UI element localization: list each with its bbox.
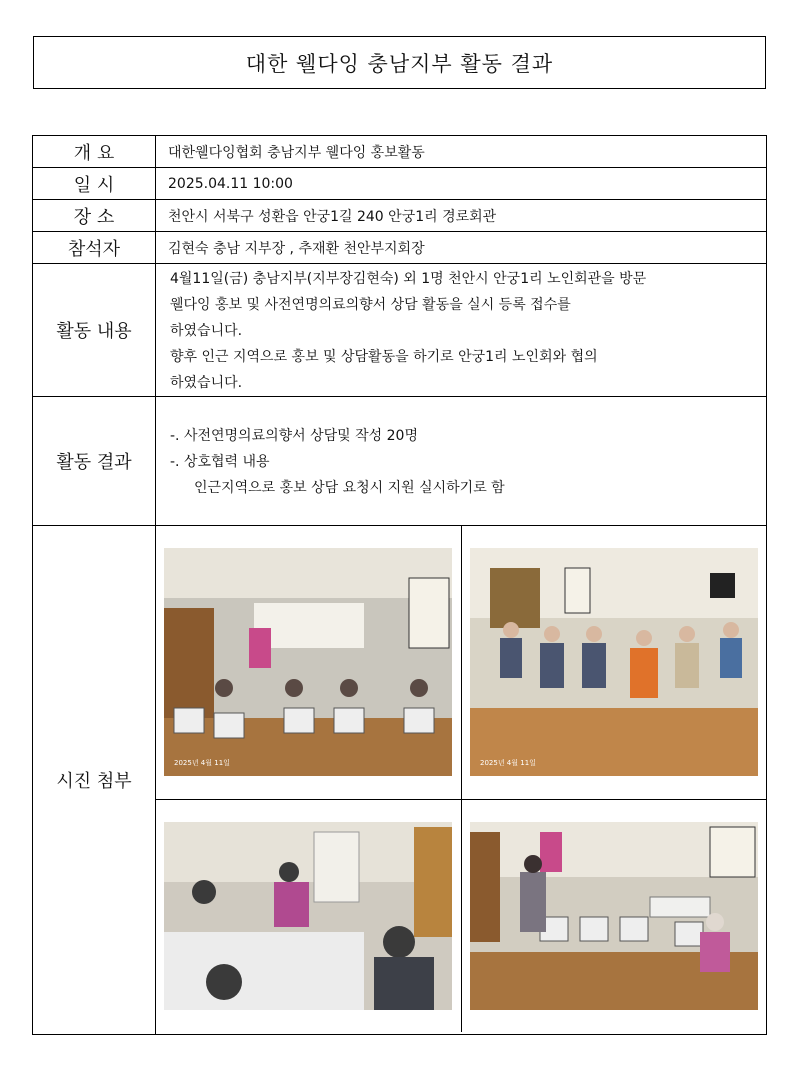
result-line: -. 사전연명의료의향서 상담및 작성 20명 [170, 428, 418, 444]
attendees-value: 김현숙 충남 지부장 , 추재환 천안부지회장 [156, 232, 767, 264]
content-line: 향후 인근 지역으로 홍보 및 상담활동을 하기로 안궁1리 노인회와 협의 [170, 349, 598, 365]
photo-cell [156, 799, 461, 1032]
activity-photo-4 [470, 822, 758, 1010]
activity-photo-3 [164, 822, 452, 1010]
content-label: 활동 내용 [33, 264, 156, 397]
row-attendees [33, 232, 767, 264]
content-line: 웰다잉 홍보 및 사전연명의료의향서 상담 활동을 실시 등록 접수를 [170, 297, 571, 313]
row-photos [33, 526, 767, 1035]
place-value: 천안시 서북구 성환읍 안궁1길 240 안궁1리 경로회관 [156, 200, 767, 232]
result-line: -. 상호협력 내용 [170, 454, 270, 470]
result-line: 인근지역으로 홍보 상담 요청시 지원 실시하기로 함 [194, 480, 505, 496]
activity-photo-2 [470, 548, 758, 776]
result-label: 활동 결과 [33, 397, 156, 526]
report-table [32, 135, 767, 1035]
photo-date-stamp: 2025년 4월 11일 [480, 759, 536, 767]
overview-label: 개 요 [33, 136, 156, 168]
content-line: 하였습니다. [170, 323, 243, 339]
content-line: 하였습니다. [170, 375, 243, 391]
overview-value: 대한웰다잉협회 충남지부 웰다잉 홍보활동 [156, 136, 767, 168]
row-result [33, 397, 767, 526]
datetime-value: 2025.04.11 10:00 [156, 168, 767, 200]
row-datetime [33, 168, 767, 200]
photo-grid [156, 526, 768, 1034]
photo-cell [156, 526, 461, 799]
datetime-label: 일 시 [33, 168, 156, 200]
photos-label: 시진 첨부 [33, 526, 156, 1035]
result-value [156, 397, 767, 526]
place-label: 장 소 [33, 200, 156, 232]
row-content [33, 264, 767, 397]
photo-cell [461, 526, 766, 799]
photo-date-stamp: 2025년 4월 11일 [174, 759, 230, 767]
row-overview [33, 136, 767, 168]
row-place [33, 200, 767, 232]
document-title: 대한 웰다잉 충남지부 활동 결과 [33, 36, 766, 89]
photos-cell [156, 526, 767, 1035]
photo-cell [461, 799, 766, 1032]
content-value [156, 264, 767, 397]
attendees-label: 참석자 [33, 232, 156, 264]
activity-photo-1 [164, 548, 452, 776]
content-line: 4월11일(금) 충남지부(지부장김현숙) 외 1명 천안시 안궁1리 노인회관을 방문 [170, 271, 647, 287]
